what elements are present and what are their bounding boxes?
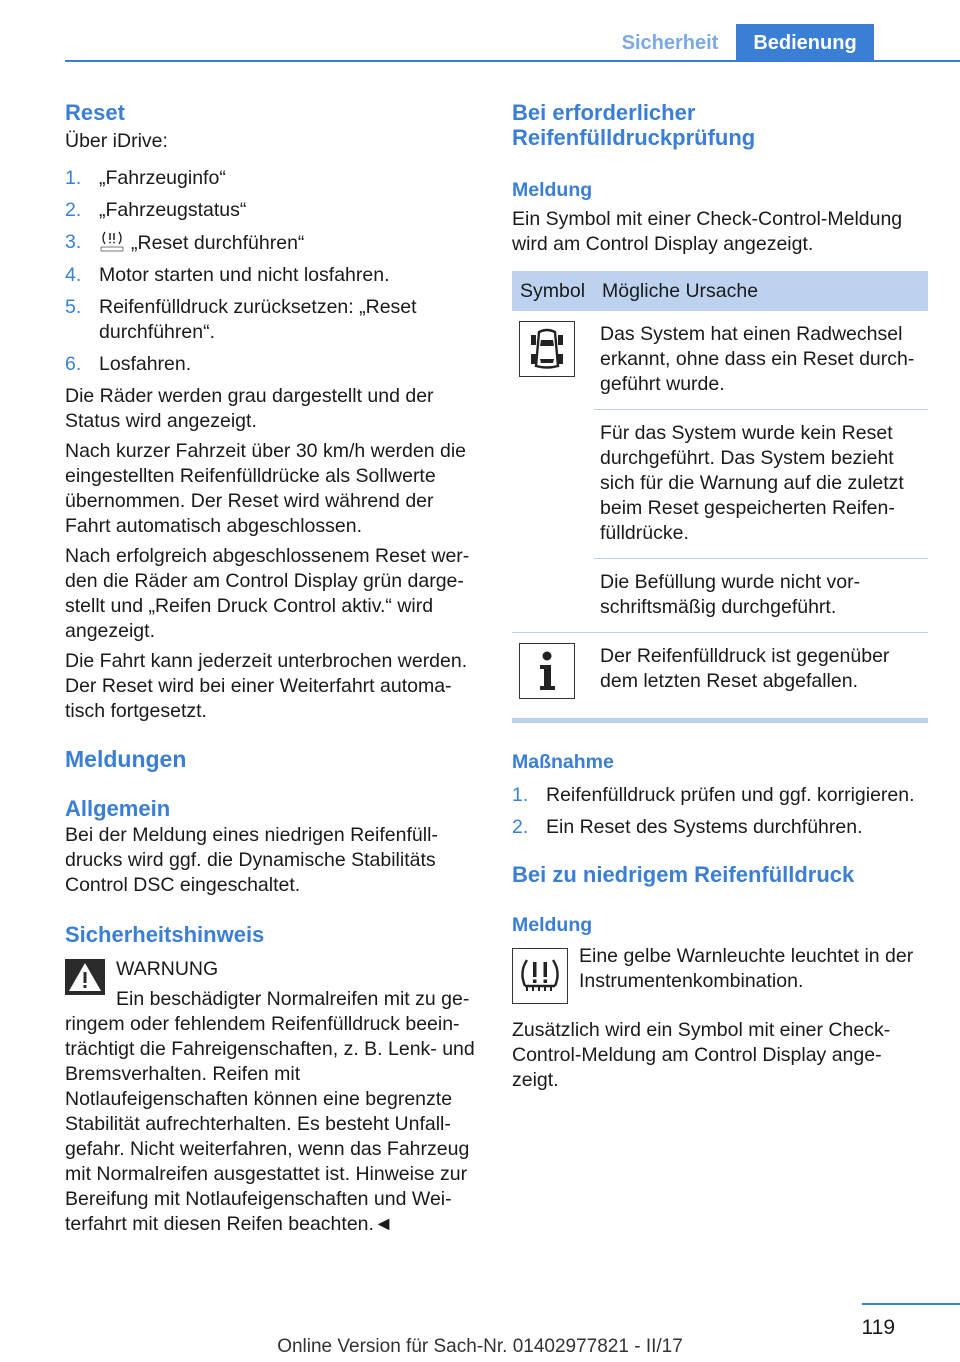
table-cell: Der Reifenfülldruck ist gegenüber dem letzten Reset abgefallen. <box>600 645 890 692</box>
allgemein-text: Bei der Meldung eines niedrigen Reifenfüll‐drucks wird ggf. die Dynamische Stabilitäts Control DSC eingeschaltet. <box>65 824 438 896</box>
warning-text-first: Ein beschädigter Normalreifen mit zu ge‐ <box>116 988 470 1010</box>
table-row <box>512 311 928 410</box>
list-item: 2. Ein Reset des Systems durchführen. <box>512 816 863 838</box>
left-column <box>65 100 479 1242</box>
reset-heading: Reset <box>65 100 125 125</box>
list-item: 2. „Fahrzeugstatus“ <box>65 199 247 221</box>
paragraph: Nach kurzer Fahrzeit über 30 km/h werden die eingestellten Reifenfülldrücke als Sollwerte übernommen. Der Reset wird während der Fahrt automatisch abgeschlossen. <box>65 440 467 537</box>
table-header-symbol: Symbol <box>512 271 594 311</box>
page-number: 119 <box>861 1316 895 1339</box>
list-item: 1. Reifenfülldruck prüfen und ggf. korrigieren. <box>512 784 915 806</box>
list-item: 5. Reifenfülldruck zurücksetzen: „Reset durchführen“. <box>65 296 417 343</box>
via-idrive-text: Über iDrive: <box>65 130 168 152</box>
table-cell: Die Befüllung wurde nicht vor‐schriftsmäßig durchgeführt. <box>594 559 928 633</box>
table-header-cause: Mögliche Ursache <box>594 271 928 311</box>
symbol-table <box>512 271 928 706</box>
low-pressure-heading: Bei zu niedrigem Reifenfülldruck <box>512 862 855 887</box>
list-item: 3. „Reset durchführen“ <box>65 231 305 254</box>
warning-label: WARNUNG <box>116 958 219 980</box>
footer-rule <box>862 1303 960 1305</box>
table-bottom-rule <box>512 718 928 723</box>
footer-note: Online Version für Sach-Nr. 01402977821 - II/17 <box>277 1336 683 1357</box>
meldungen-heading: Meldungen <box>65 746 187 772</box>
info-icon <box>519 643 575 699</box>
paragraph: Nach erfolgreich abgeschlossenem Reset wer‐den die Räder am Control Display grün darge‐stellt und „Reifen Druck Control aktiv.“ wird angezeigt. <box>65 545 470 642</box>
massnahme-heading: Maßnahme <box>512 751 614 773</box>
low-meldung-text: Eine gelbe Warnleuchte leuchtet in der Instrumentenkombination. <box>579 945 914 992</box>
paragraph: Die Fahrt kann jederzeit unterbrochen werden. Der Reset wird bei einer Weiterfahrt automa‐tisch fortgesetzt. <box>65 650 468 722</box>
meldung-heading: Meldung <box>512 179 593 201</box>
tab-sicherheit[interactable]: Sicherheit <box>621 32 719 54</box>
table-cell: Für das System wurde kein Reset durchgeführt. Das System bezieht sich für die Warnung auf die zuletzt beim Reset gespeicherten Reifen‐fülldrücke. <box>594 410 928 559</box>
list-item: 6. Losfahren. <box>65 353 192 375</box>
tpms-warning-icon <box>512 948 568 1004</box>
allgemein-heading: Allgemein <box>65 796 171 821</box>
massnahme-steps <box>512 783 928 840</box>
list-item: 4. Motor starten und nicht losfahren. <box>65 264 390 286</box>
section-heading: Bei erforderlicher Reifenfülldruckprüfung <box>512 100 756 150</box>
low-meldung-heading: Meldung <box>512 914 593 936</box>
sicherheitshinweis-heading: Sicherheitshinweis <box>65 922 265 947</box>
meldung-text: Ein Symbol mit einer Check-Control-Meldung wird am Control Display angezeigt. <box>512 208 903 255</box>
list-item: 1. „Fahrzeuginfo“ <box>65 167 226 189</box>
tpms-warning-row <box>512 944 928 994</box>
reset-steps <box>65 166 479 377</box>
warning-box <box>65 957 479 1237</box>
table-row <box>512 633 928 707</box>
right-column <box>512 100 928 1098</box>
car-wheels-icon <box>519 321 575 377</box>
tab-bedienung[interactable]: Bedienung <box>736 24 874 62</box>
warning-triangle-icon <box>65 959 105 995</box>
warning-text: ringem oder fehlendem Reifenfülldruck beein‐trächtigt die Fahreigenschaften, z. B. Lenk- und Bremsverhalten. Reifen mit Notlaufeigenschaften können eine begrenzte Stabilität aufrechterhalten. Es besteht Unfall‐gefahr. Nicht weiterfahren, wenn das Fahrzeug mit Normalreifen ausgestattet ist. Hinweise zur Bereifung mit Notlaufeigenschaften und Wei‐terfahrt mit diesen Reifen beachten.◄ <box>65 1013 475 1235</box>
paragraph: Die Räder werden grau dargestellt und der Status wird angezeigt. <box>65 385 434 432</box>
tpms-reset-icon <box>99 230 125 252</box>
table-cell: Das System hat einen Radwechsel erkannt, ohne dass ein Reset durch‐geführt wurde. <box>594 311 928 410</box>
low-extra-text: Zusätzlich wird ein Symbol mit einer Check-Control-Meldung am Control Display ange‐zeigt. <box>512 1019 891 1091</box>
